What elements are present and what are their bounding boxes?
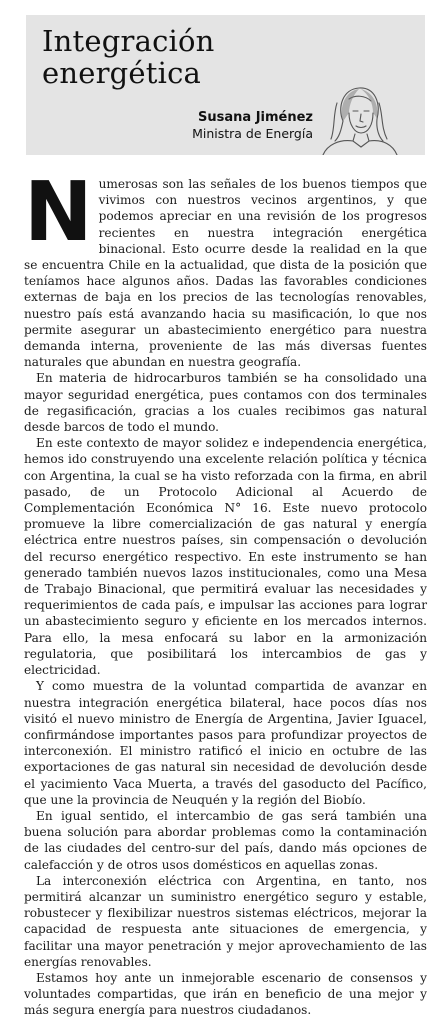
author-portrait-icon: [313, 81, 403, 155]
column-header: [26, 15, 425, 155]
paragraph-text: umerosas son las señales de los buenos tiempos que vivimos con nuestros vecinos argentinos, y que podemos apreciar en una revisión de los progresos recientes en nuestra integración energética binacional. Esto ocurre desde la realidad en la que se encuentra Chile en la actualidad, que dista de la posición que teníamos hace algunos años. Dadas las favorables condiciones externas de baja en los precios de las tecnologías renovables, nuestro país está avanzando hacia su masificación, lo que nos permite asegurar un abastecimiento energético para nuestra demanda interna, proveniente de las más diversas fuentes naturales que abundan en nuestra geografía.: [24, 177, 427, 370]
title-line-1: Integración: [42, 24, 215, 58]
author-name: Susana Jiménez: [198, 110, 313, 125]
author-byline: [192, 110, 313, 142]
drop-cap: N: [24, 165, 93, 260]
article-body: [24, 165, 427, 1019]
author-role: Ministra de Energía: [192, 126, 313, 141]
article-paragraph: En este contexto de mayor solidez e independencia energética, hemos ido construyendo una excelente relación política y técnica con Argentina, la cual se ha visto reforzada con la firma, en abril pasado, de un Protocolo Adicional al Acuerdo de Complementación Económica N° 16. Este nuevo protocolo promueve la libre comercialización de gas natural y energía eléctrica entre nuestros países, sin compensación o devolución del recurso energético respectivo. En este instrumento se han generado también nuevos lazos institucionales, como una Mesa de Trabajo Binacional, que permitirá evaluar las necesidades y requerimientos de cada país, e impulsar las acciones para lograr un abastecimiento seguro y eficiente en los mercados internos. Para ello, la mesa enfocará su labor en la armonización regulatoria, que posibilitará los intercambios de gas y electricidad.: [24, 436, 427, 678]
article-paragraph: Estamos hoy ante un inmejorable escenario de consensos y voluntades compartidas, que irán en beneficio de una mejor y más segura energía para nuestros ciudadanos.: [24, 970, 427, 1018]
article-paragraph: La interconexión eléctrica con Argentina, en tanto, nos permitirá alcanzar un suministro energético seguro y estable, robustecer y flexibilizar nuestros sistemas eléctricos, mejorar la capacidad de respuesta ante situaciones de emergencia, y facilitar una mayor penetración y mejor aprovechamiento de las energías renovables.: [24, 873, 427, 969]
article-paragraph: Y como muestra de la voluntad compartida de avanzar en nuestra integración energética bilateral, hace pocos días nos visitó el nuevo ministro de Energía de Argentina, Javier Iguacel, confirmándose importantes pasos para profundizar proyectos de interconexión. El ministro ratificó el inicio en octubre de las exportaciones de gas natural sin necesidad de devolución desde el yacimiento Vaca Muerta, a través del gasoducto del Pacífico, que une la provincia de Neuquén y la región del Biobío.: [24, 679, 427, 807]
article-paragraph: En igual sentido, el intercambio de gas será también una buena solución para abordar problemas como la contaminación de las ciudades del centro-sur del país, dando más opciones de calefacción y de otros usos domésticos en aquellas zonas.: [24, 808, 427, 872]
portrait-sketch: [313, 81, 403, 155]
article-paragraph: En materia de hidrocarburos también se ha consolidado una mayor seguridad energética, pues contamos con dos terminales de regasificación, gracias a los cuales recibimos gas natural desde barcos de todo el mundo.: [24, 371, 427, 435]
title-line-2: energética: [42, 56, 202, 90]
article-title: [42, 25, 342, 89]
article-paragraph: [24, 165, 427, 370]
